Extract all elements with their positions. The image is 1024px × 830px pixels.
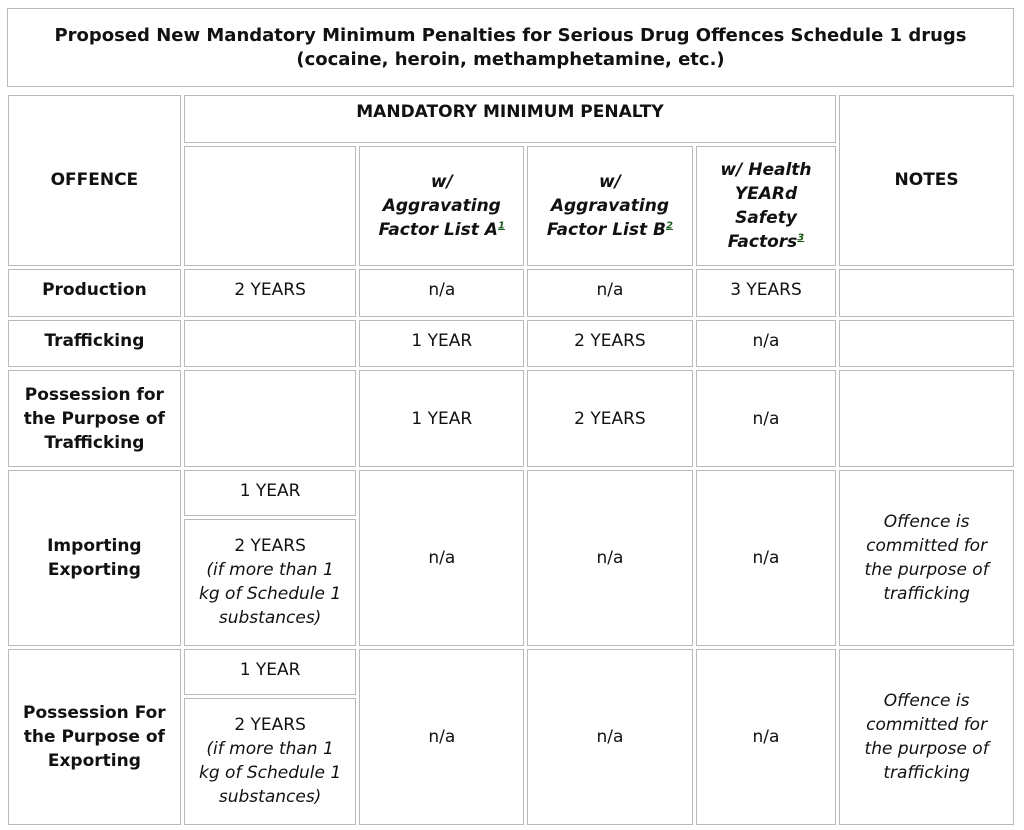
note-line: trafficking xyxy=(883,763,970,784)
offence-line: the Purpose of xyxy=(23,727,165,748)
note-line: Offence is xyxy=(883,512,970,533)
note-line: the purpose of xyxy=(864,560,989,581)
cell-possession-exporting-health: n/a xyxy=(696,649,836,825)
offence-possession-exporting xyxy=(8,649,181,825)
header-list-a-line2: Aggravating xyxy=(382,195,501,216)
title-line-2: (cocaine, heroin, methamphetamine, etc.) xyxy=(296,48,725,70)
cell-importing-health: n/a xyxy=(696,470,836,646)
cell-trafficking-health: n/a xyxy=(696,320,836,368)
cell-production-notes xyxy=(839,269,1014,317)
cell-production-base: 2 YEARS xyxy=(184,269,357,317)
offence-trafficking: Trafficking xyxy=(8,320,181,368)
table-row-possession-trafficking xyxy=(8,370,1014,467)
header-list-a-prefix: w/ xyxy=(430,171,453,192)
header-list-b xyxy=(527,146,693,266)
cell-possession-exporting-base-1: 1 YEAR xyxy=(184,649,357,695)
cell-production-health: 3 YEARS xyxy=(696,269,836,317)
cell-trafficking-list-a: 1 YEAR xyxy=(359,320,524,368)
cell-possession-trafficking-health: n/a xyxy=(696,370,836,467)
header-list-a-line3: Factor List A xyxy=(378,219,498,240)
footnote-link-2[interactable]: 2 xyxy=(666,220,673,232)
footnote-link-1[interactable]: 1 xyxy=(497,220,505,232)
base-2-value: 2 YEARS xyxy=(234,715,306,736)
table-title xyxy=(7,8,1014,87)
header-notes: NOTES xyxy=(839,95,1014,266)
penalty-table xyxy=(5,92,1017,828)
cell-trafficking-notes xyxy=(839,320,1014,368)
table-row-trafficking xyxy=(8,320,1014,368)
offence-line: the Purpose of xyxy=(23,408,165,429)
base-2-condition: substances) xyxy=(218,787,322,808)
header-list-b-line2: Aggravating xyxy=(550,195,669,216)
cell-possession-trafficking-list-b: 2 YEARS xyxy=(527,370,693,467)
cell-possession-exporting-base-2 xyxy=(184,698,357,825)
table-row-possession-exporting xyxy=(8,649,1014,695)
base-2-condition: substances) xyxy=(218,608,322,629)
base-2-condition: kg of Schedule 1 xyxy=(199,763,342,784)
header-health xyxy=(696,146,836,266)
note-line: trafficking xyxy=(883,584,970,605)
cell-possession-trafficking-base xyxy=(184,370,357,467)
footnote-link-3[interactable]: 3 xyxy=(797,232,805,244)
note-line: the purpose of xyxy=(864,739,989,760)
offence-line: Trafficking xyxy=(44,432,145,453)
cell-possession-exporting-notes xyxy=(839,649,1014,825)
offence-line: Possession For xyxy=(23,703,166,724)
cell-importing-list-a: n/a xyxy=(359,470,524,646)
header-base-empty xyxy=(184,146,357,266)
base-2-value: 2 YEARS xyxy=(234,536,306,557)
base-2-condition: (if more than 1 xyxy=(206,739,334,760)
header-health-line2: YEARd xyxy=(734,183,798,204)
cell-production-list-a: n/a xyxy=(359,269,524,317)
offence-importing xyxy=(8,470,181,646)
cell-possession-trafficking-notes xyxy=(839,370,1014,467)
cell-possession-trafficking-list-a: 1 YEAR xyxy=(359,370,524,467)
offence-line: Exporting xyxy=(47,560,141,581)
base-2-condition: kg of Schedule 1 xyxy=(199,584,342,605)
header-list-a xyxy=(359,146,524,266)
offence-possession-trafficking xyxy=(8,370,181,467)
cell-importing-notes xyxy=(839,470,1014,646)
cell-importing-list-b: n/a xyxy=(527,470,693,646)
header-mandatory-minimum: MANDATORY MINIMUM PENALTY xyxy=(184,95,836,143)
offence-line: Importing xyxy=(47,536,142,557)
table-row-importing xyxy=(8,470,1014,516)
header-offence: OFFENCE xyxy=(8,95,181,266)
cell-importing-base-2 xyxy=(184,519,357,646)
note-line: committed for xyxy=(866,715,988,736)
title-line-1: Proposed New Mandatory Minimum Penalties for Serious Drug Offences Schedule 1 drugs xyxy=(54,24,967,46)
header-list-b-line3: Factor List B xyxy=(546,219,666,240)
offence-line: Exporting xyxy=(47,751,141,772)
cell-production-list-b: n/a xyxy=(527,269,693,317)
header-list-b-prefix: w/ xyxy=(598,171,621,192)
table-row-production xyxy=(8,269,1014,317)
header-health-line3: Safety xyxy=(735,207,797,228)
cell-possession-exporting-list-b: n/a xyxy=(527,649,693,825)
header-health-line1: w/ Health xyxy=(720,159,812,180)
cell-possession-exporting-list-a: n/a xyxy=(359,649,524,825)
cell-importing-base-1: 1 YEAR xyxy=(184,470,357,516)
base-2-condition: (if more than 1 xyxy=(206,560,334,581)
offence-line: Possession for xyxy=(24,384,164,405)
cell-trafficking-base xyxy=(184,320,357,368)
note-line: Offence is xyxy=(883,691,970,712)
offence-production: Production xyxy=(8,269,181,317)
cell-trafficking-list-b: 2 YEARS xyxy=(527,320,693,368)
note-line: committed for xyxy=(866,536,988,557)
header-health-line4: Factors xyxy=(727,231,798,252)
